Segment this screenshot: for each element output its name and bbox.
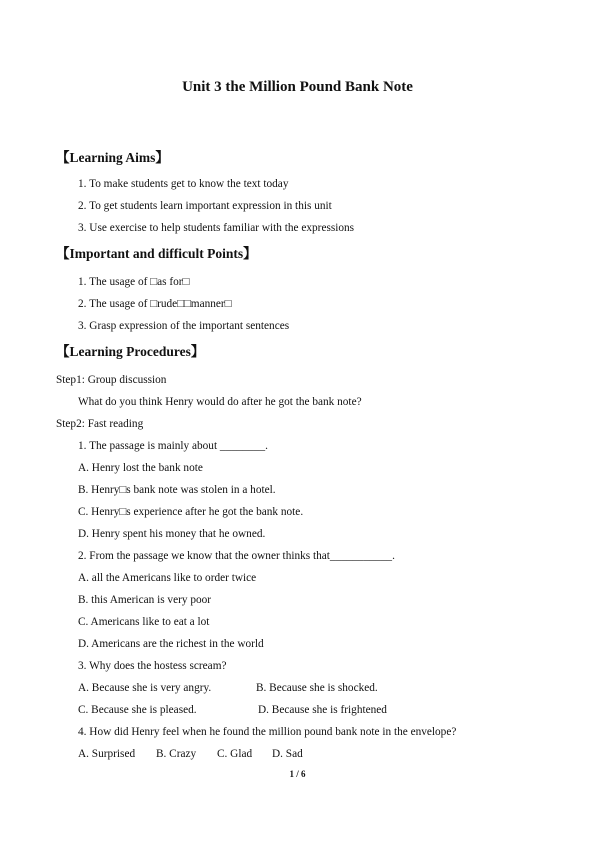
- section-heading-learning-procedures: 【Learning Procedures】: [56, 344, 205, 359]
- question-1: 1. The passage is mainly about ________.: [78, 440, 268, 452]
- q1-option-d: D. Henry spent his money that he owned.: [78, 528, 266, 540]
- section-heading-learning-aims: 【Learning Aims】: [56, 150, 169, 165]
- page-number: 1 / 6: [289, 769, 306, 779]
- q3-option-d: D. Because she is frightened: [258, 704, 387, 716]
- point-item-3: 3. Grasp expression of the important sentences: [78, 320, 290, 332]
- q4-option-b: B. Crazy: [156, 748, 197, 760]
- step1-label: Step1: Group discussion: [56, 374, 167, 386]
- q3-option-b: B. Because she is shocked.: [256, 682, 378, 694]
- q4-option-a: A. Surprised: [78, 748, 136, 760]
- document-title: Unit 3 the Million Pound Bank Note: [182, 79, 413, 95]
- q1-option-b: B. Henry□s bank note was stolen in a hotel.: [78, 484, 276, 496]
- step2-label: Step2: Fast reading: [56, 418, 144, 430]
- question-4: 4. How did Henry feel when he found the million pound bank note in the envelope?: [78, 726, 457, 738]
- point-item-1: 1. The usage of □as for□: [78, 276, 190, 288]
- q2-option-c: C. Americans like to eat a lot: [78, 616, 210, 628]
- q3-option-a: A. Because she is very angry.: [78, 682, 212, 694]
- q4-option-d: D. Sad: [272, 748, 303, 760]
- q1-option-a: A. Henry lost the bank note: [78, 462, 203, 474]
- section-heading-important-points: 【Important and difficult Points】: [56, 246, 257, 261]
- question-2: 2. From the passage we know that the owner thinks that___________.: [78, 550, 395, 562]
- q2-option-b: B. this American is very poor: [78, 594, 212, 606]
- q3-option-c: C. Because she is pleased.: [78, 704, 197, 716]
- q4-option-c: C. Glad: [217, 748, 253, 760]
- q1-option-c: C. Henry□s experience after he got the bank note.: [78, 506, 304, 518]
- point-item-2: 2. The usage of □rude□□manner□: [78, 298, 232, 310]
- aim-item-1: 1. To make students get to know the text today: [78, 178, 289, 190]
- q2-option-a: A. all the Americans like to order twice: [78, 572, 257, 584]
- q2-option-d: D. Americans are the richest in the world: [78, 638, 264, 650]
- aim-item-3: 3. Use exercise to help students familiar with the expressions: [78, 222, 355, 234]
- step1-question: What do you think Henry would do after he got the bank note?: [78, 396, 362, 408]
- question-3: 3. Why does the hostess scream?: [78, 660, 227, 672]
- aim-item-2: 2. To get students learn important expression in this unit: [78, 200, 332, 212]
